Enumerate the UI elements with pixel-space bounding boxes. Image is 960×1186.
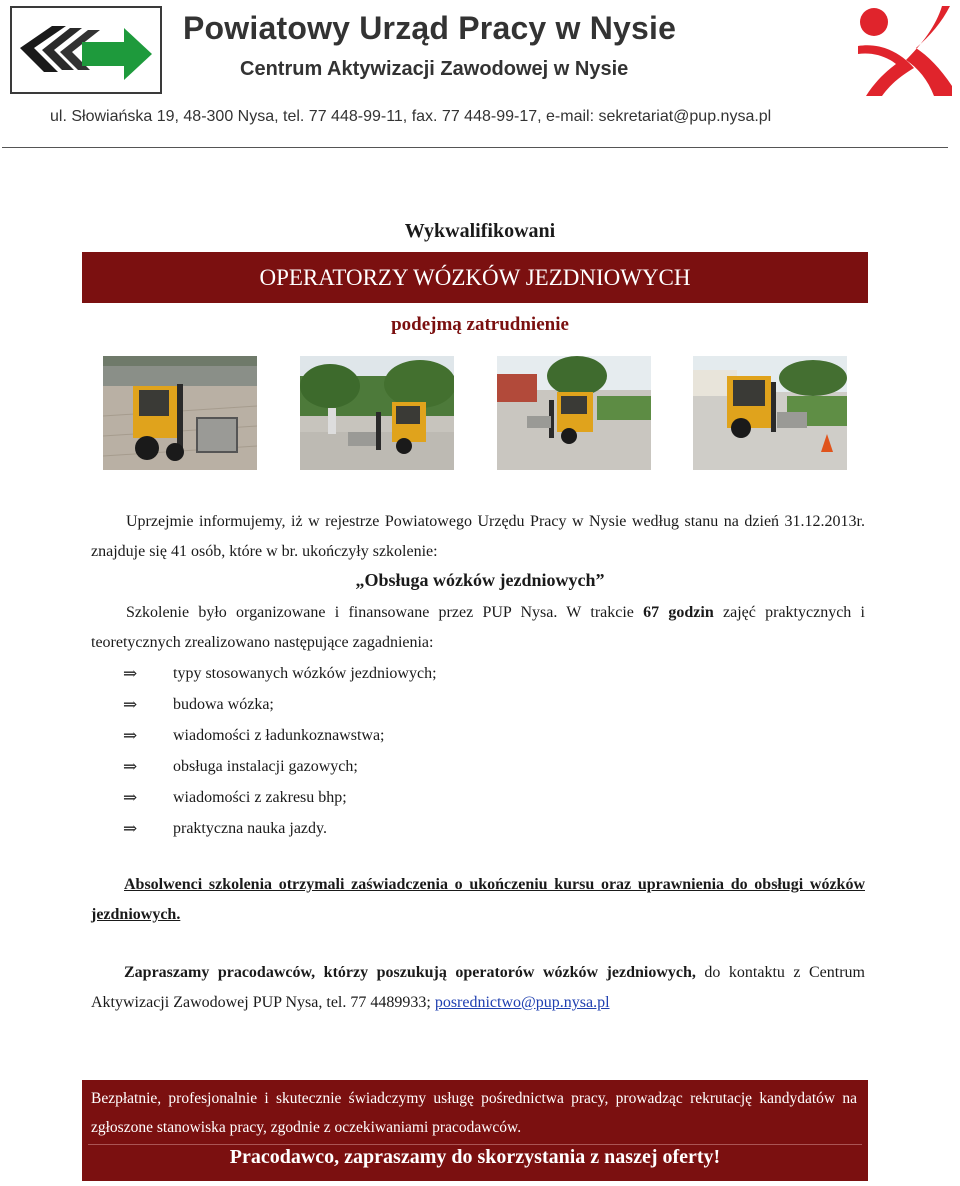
footer-banner (82, 1080, 868, 1181)
list-item (123, 751, 437, 782)
intro-paragraph: Uprzejmie informujemy, iż w rejestrze Powiatowego Urzędu Pracy w Nysie według stanu na dzień 31.12.2013r. znajduje się 41 osób, które w br. ukończyły szkolenie: (91, 513, 865, 560)
details-paragraph (91, 598, 865, 658)
contact-address: ul. Słowiańska 19, 48-300 Nysa, tel. 77 448-99-11, fax. 77 448-99-17, e-mail: sekretariat@pup.nysa.pl (50, 108, 772, 125)
main-title: OPERATORZY WÓZKÓW JEZDNIOWYCH (259, 264, 691, 290)
footer-divider (88, 1144, 862, 1145)
invite-paragraph (91, 958, 865, 1018)
topic-text: praktyczna nauka jazdy. (173, 820, 327, 837)
topics-list (123, 658, 437, 844)
header-divider (2, 147, 948, 148)
list-item (123, 720, 437, 751)
red-emblem-icon (852, 2, 956, 98)
details-text-after: zajęć praktycznych i teoretycznych zrealizowano następujące zagadnienia: (91, 604, 866, 651)
organization-subtitle: Centrum Aktywizacji Zawodowej w Nysie (240, 58, 629, 80)
contact-email-link[interactable]: posrednictwo@pup.nysa.pl (434, 994, 610, 1011)
forklift-photo-4 (693, 356, 847, 470)
double-arrow-icon: ⇒ (123, 757, 138, 776)
pre-title: Wykwalifikowani (404, 220, 556, 242)
details-text-before: Szkolenie było organizowane i finansowane przez PUP Nysa. W trakcie (126, 604, 644, 621)
course-name: „Obsługa wózków jezdniowych” (355, 570, 605, 590)
list-item (123, 782, 437, 813)
double-arrow-icon: ⇒ (123, 726, 138, 745)
course-hours: 67 godzin (643, 604, 714, 621)
invite-text: do kontaktu z Centrum Aktywizacji Zawodowej PUP Nysa, tel. 77 4489933; (91, 964, 865, 1011)
title-banner (82, 252, 868, 303)
double-arrow-icon: ⇒ (123, 819, 138, 838)
list-item (123, 813, 437, 844)
topic-text: typy stosowanych wózków jezdniowych; (173, 665, 437, 682)
topic-text: budowa wózka; (173, 696, 274, 713)
forklift-photo-1 (103, 356, 257, 470)
double-arrow-icon: ⇒ (123, 788, 138, 807)
topic-text: obsługa instalacji gazowych; (173, 758, 358, 775)
footer-call-to-action: Pracodawco, zapraszamy do skorzystania z naszej oferty! (229, 1146, 721, 1168)
organization-name: Powiatowy Urząd Pracy w Nysie (183, 10, 677, 46)
certificate-text: Absolwenci szkolenia otrzymali zaświadczenia o ukończeniu kursu oraz uprawnienia do obsługi wózków jezdniowych. (91, 876, 865, 923)
invite-bold-text: Zapraszamy pracodawców, którzy poszukują operatorów wózków jezdniowych, (124, 964, 696, 981)
topic-text: wiadomości z ładunkoznawstwa; (173, 727, 385, 744)
forklift-photo-3 (497, 356, 651, 470)
double-arrow-icon: ⇒ (123, 664, 138, 683)
list-item (123, 658, 437, 689)
double-arrow-icon: ⇒ (123, 695, 138, 714)
arrows-logo-icon (12, 8, 160, 92)
topic-text: wiadomości z zakresu bhp; (173, 789, 347, 806)
post-title: podejmą zatrudnienie (391, 314, 569, 335)
certificate-paragraph (91, 870, 865, 930)
pup-logo (10, 6, 162, 94)
forklift-photo-2 (300, 356, 454, 470)
list-item (123, 689, 437, 720)
footer-text: Bezpłatnie, profesjonalnie i skutecznie świadczymy usługę pośrednictwa pracy, prowadząc rekrutację kandydatów na zgłoszone stanowiska pracy, zgodnie z oczekiwaniami pracodawców. (91, 1090, 857, 1136)
